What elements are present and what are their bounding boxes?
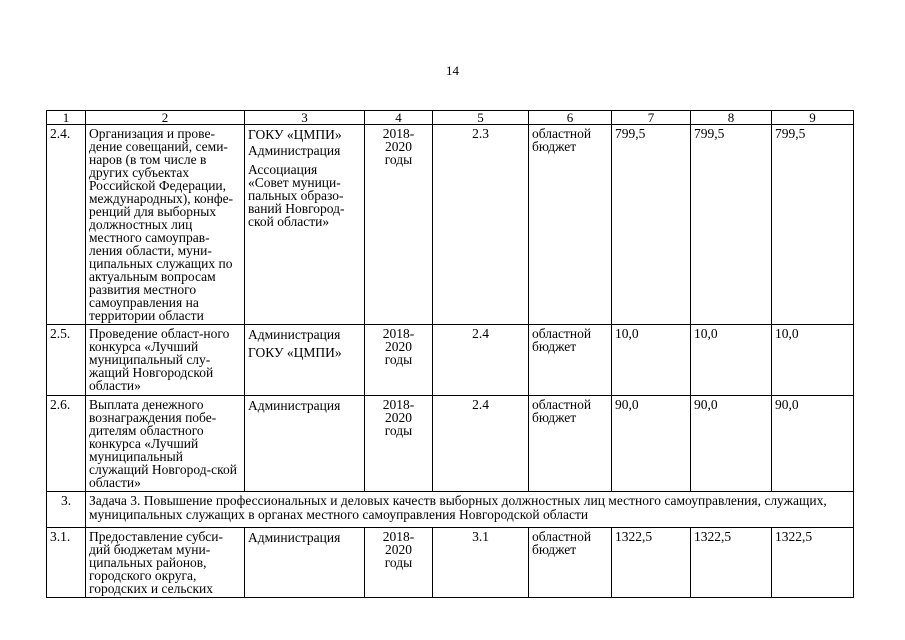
activity-name: Проведение област-ного конкурса «Лучший муниципальный слу-жащий Новгородской области» <box>86 325 245 396</box>
target-indicator: 2.4 <box>433 325 529 396</box>
value-2018: 799,5 <box>612 125 691 325</box>
value-2019: 1322,5 <box>691 528 772 598</box>
funding-source: областной бюджет <box>529 528 612 598</box>
period-line: 2018- <box>382 529 415 544</box>
table-row <box>47 528 854 598</box>
period-line: годы <box>384 152 413 167</box>
activity-name: Выплата денежного вознаграждения побе-дителям областного конкурса «Лучший муниципальный служащий Новгород-ской области» <box>86 396 245 492</box>
header-cell: 4 <box>365 111 433 125</box>
period-line: годы <box>384 423 413 438</box>
value-2020: 799,5 <box>772 125 854 325</box>
period-line: 2018- <box>382 397 415 412</box>
task-text: Задача 3. Повышение профессиональных и деловых качеств выборных должностных лиц местного самоуправления, служащих, муниципальных служащих в органах местного самоуправления Новгородской области <box>86 492 854 528</box>
executor: ГОКУ «ЦМПИ» <box>248 127 342 142</box>
table-row <box>47 125 854 325</box>
executor: Администрация <box>248 530 341 545</box>
header-cell: 2 <box>86 111 245 125</box>
target-indicator: 3.1 <box>433 528 529 598</box>
period-line: годы <box>384 352 413 367</box>
value-2018: 10,0 <box>612 325 691 396</box>
executor: ГОКУ «ЦМПИ» <box>248 345 342 360</box>
value-2019: 799,5 <box>691 125 772 325</box>
activity-name: Организация и прове-дение совещаний, семи-наров (в том числе в других субъектах Российской Федерации, международных), конфе-ренций для выборных должностных лиц местного самоуправ-ления области, муни-ципальных служащих по актуальным вопросам развития местного самоуправления на территории области <box>86 125 245 325</box>
period-line: 2018- <box>382 326 415 341</box>
period-cell <box>365 528 433 598</box>
period-cell <box>365 396 433 492</box>
value-2019: 10,0 <box>691 325 772 396</box>
task-row <box>47 492 854 528</box>
period-line: 2020 <box>385 339 412 354</box>
funding-source: областной бюджет <box>529 125 612 325</box>
header-cell: 1 <box>47 111 86 125</box>
header-cell: 9 <box>772 111 854 125</box>
period-line: 2018- <box>382 126 415 141</box>
target-indicator: 2.3 <box>433 125 529 325</box>
executor: Ассоциация «Совет муници-пальных образо-ваний Новгород-ской области» <box>248 162 345 229</box>
header-cell: 3 <box>245 111 365 125</box>
period-line: годы <box>384 555 413 570</box>
header-cell: 8 <box>691 111 772 125</box>
executors-cell <box>245 396 365 492</box>
period-line: 2020 <box>385 410 412 425</box>
activities-table <box>46 110 854 598</box>
activity-name: Предоставление субси-дий бюджетам муни-ципальных районов, городского округа, городских и сельских <box>86 528 245 598</box>
executors-cell <box>245 325 365 396</box>
row-number: 3.1. <box>47 528 86 598</box>
header-cell: 5 <box>433 111 529 125</box>
row-number: 2.6. <box>47 396 86 492</box>
executor: Администрация <box>248 143 341 158</box>
period-cell <box>365 325 433 396</box>
executor: Администрация <box>248 398 341 413</box>
table-row <box>47 325 854 396</box>
header-cell: 7 <box>612 111 691 125</box>
executors-cell <box>245 125 365 325</box>
period-cell <box>365 125 433 325</box>
row-number: 2.5. <box>47 325 86 396</box>
page-number: 14 <box>446 63 459 78</box>
executors-cell <box>245 528 365 598</box>
funding-source: областной бюджет <box>529 396 612 492</box>
value-2018: 90,0 <box>612 396 691 492</box>
value-2020: 10,0 <box>772 325 854 396</box>
value-2018: 1322,5 <box>612 528 691 598</box>
header-row <box>47 111 854 125</box>
funding-source: областной бюджет <box>529 325 612 396</box>
target-indicator: 2.4 <box>433 396 529 492</box>
row-number: 2.4. <box>47 125 86 325</box>
value-2020: 90,0 <box>772 396 854 492</box>
period-line: 2020 <box>385 139 412 154</box>
value-2020: 1322,5 <box>772 528 854 598</box>
period-line: 2020 <box>385 542 412 557</box>
executor: Администрация <box>248 327 341 342</box>
row-number: 3. <box>47 492 86 528</box>
header-cell: 6 <box>529 111 612 125</box>
table-row <box>47 396 854 492</box>
value-2019: 90,0 <box>691 396 772 492</box>
